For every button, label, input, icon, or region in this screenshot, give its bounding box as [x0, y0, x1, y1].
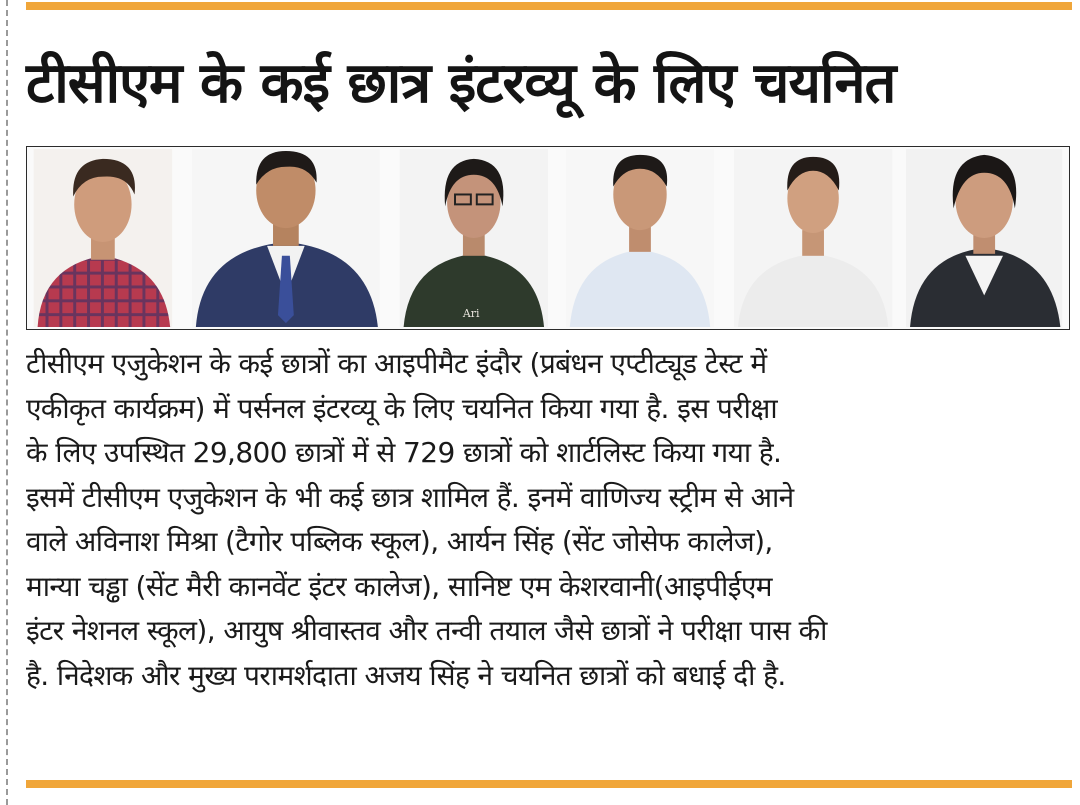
article-line: इसमें टीसीएम एजुकेशन के भी कई छात्र शामिल हैं. इनमें वाणिज्य स्ट्रीम से आने — [26, 480, 794, 514]
student-photo-strip — [26, 146, 1070, 330]
clipping-cut-line — [6, 0, 8, 805]
article-line: वाले अविनाश मिश्रा (टैगोर पब्लिक स्कूल), आर्यन सिंह (सेंट जोसेफ कालेज), — [26, 525, 773, 558]
student-photo-5 — [734, 149, 892, 327]
photo3-shirt-text: Ari — [462, 307, 480, 321]
student-photo-4 — [566, 149, 714, 327]
article-line: इंटर नेशनल स्कूल), आयुष श्रीवास्तव और तन्वी तयाल जैसे छात्रों ने परीक्षा पास की — [26, 614, 827, 647]
article-line: टीसीएम एजुकेशन के कई छात्रों का आइपीमैट इंदौर (प्रबंधन एप्टीट्यूड टेस्ट में — [26, 347, 767, 380]
top-orange-rule — [26, 2, 1072, 10]
bottom-orange-rule — [26, 780, 1072, 788]
article-line: एकीकृत कार्यक्रम) में पर्सनल इंटरव्यू के लिए चयनित किया गया है. इस परीक्षा — [26, 391, 777, 425]
student-photo-3 — [400, 149, 548, 327]
headline: टीसीएम के कई छात्र इंटरव्यू के लिए चयनित — [26, 51, 896, 116]
article-line: है. निदेशक और मुख्य परामर्शदाता अजय सिंह ने चयनित छात्रों को बधाई दी है. — [26, 658, 786, 692]
article-body — [26, 342, 1072, 698]
student-photo-1 — [34, 149, 172, 327]
article-line: के लिए उपस्थित 29,800 छात्रों में से 729 छात्रों को शार्टलिस्ट किया गया है. — [26, 436, 782, 469]
student-photo-2 — [192, 149, 380, 327]
article-line: मान्या चड्ढा (सेंट मैरी कानवेंट इंटर कालेज), सानिष्ट एम केशरवानी(आइपीईएम — [26, 569, 772, 603]
student-photo-6 — [906, 149, 1062, 327]
student-photos — [27, 147, 1069, 329]
